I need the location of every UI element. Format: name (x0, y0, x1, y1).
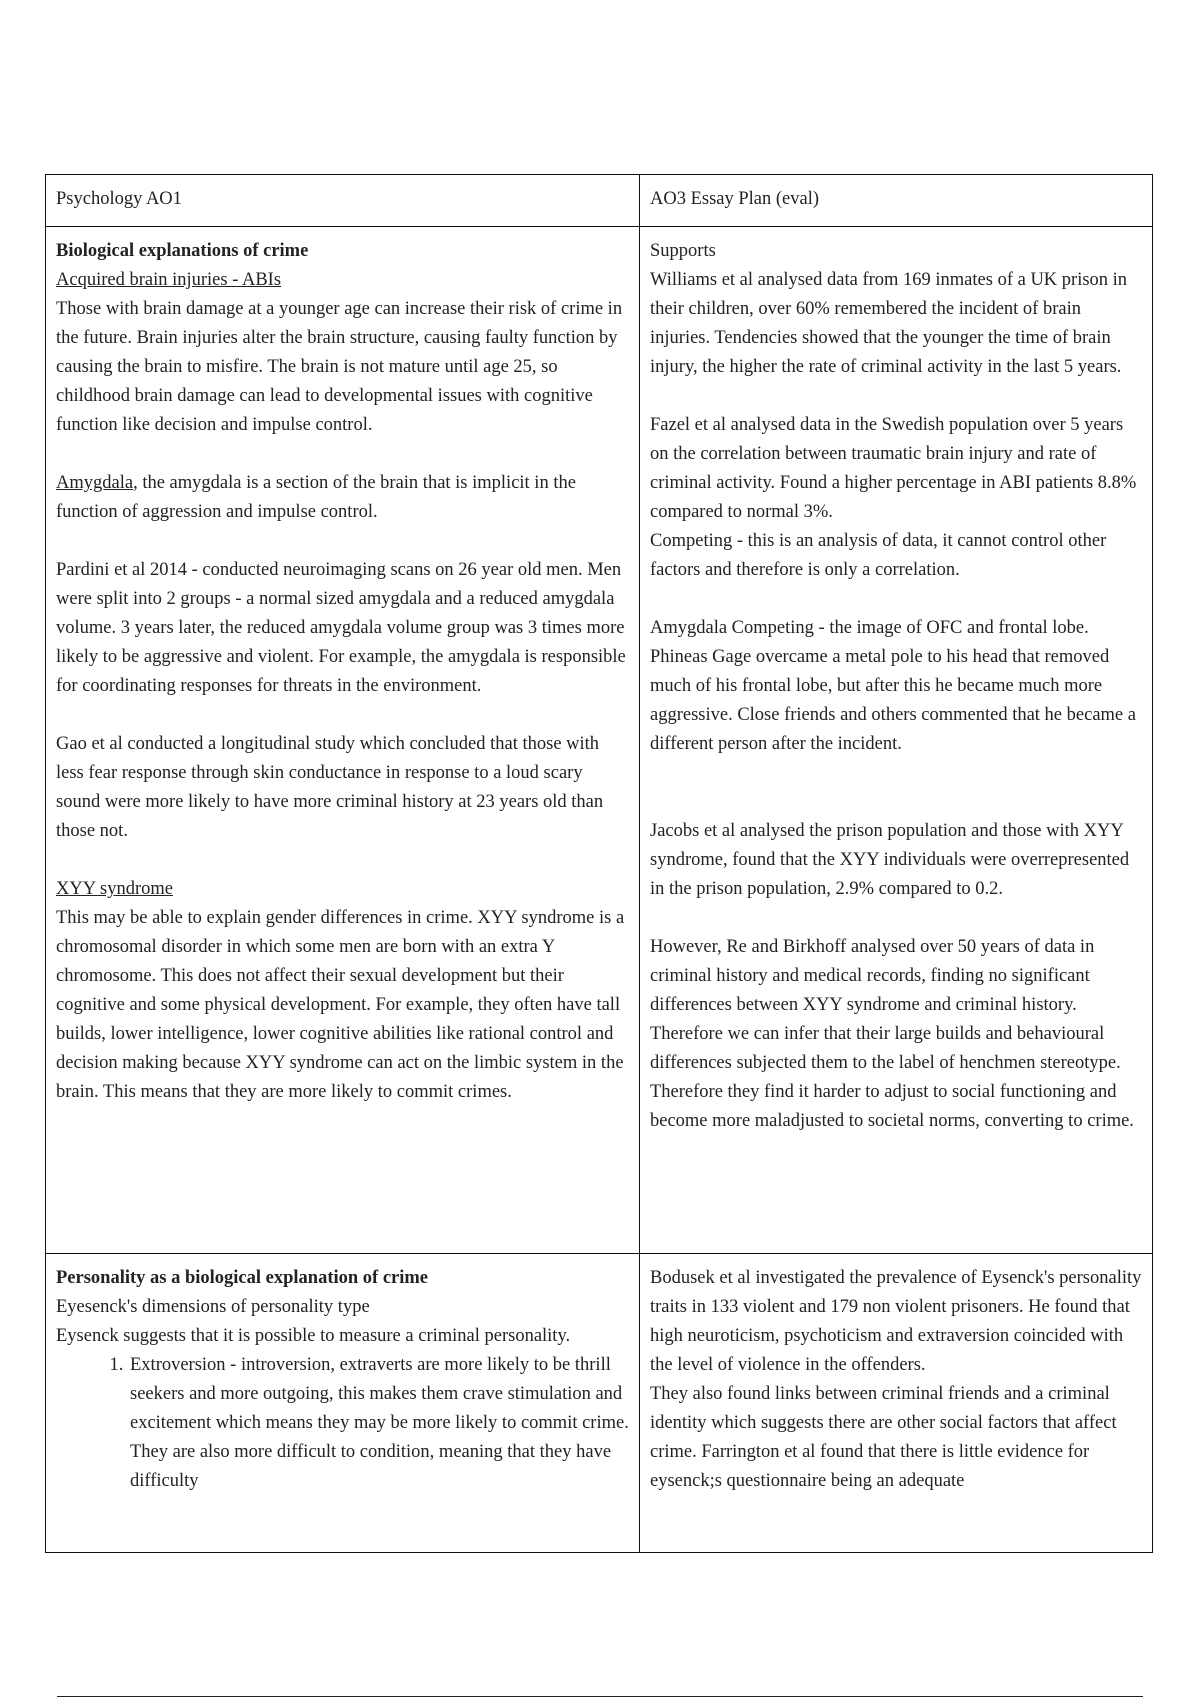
amygdala-competing-paragraph: Amygdala Competing - the image of OFC and frontal lobe. Phineas Gage overcame a metal pole to his head that removed much of his frontal lobe, but after this he became much more aggressive. Close friends and others commented that he became a different person after the incident. (650, 618, 1136, 754)
personality-ao3-cell (640, 1254, 1153, 1553)
competing-paragraph: Competing - this is an analysis of data, it cannot control other factors and therefore is only a correlation. (650, 531, 1107, 580)
extroversion-text: Extroversion - introversion, extraverts are more likely to be thrill seekers and more outgoing, this makes them crave stimulation and excitement which means they may be more likely to commit crime. They are also more difficult to condition, meaning that they have difficulty (130, 1355, 629, 1491)
header-ao3-cell (640, 175, 1153, 227)
essay-plan-table (45, 174, 1153, 1553)
biological-row (46, 227, 1153, 1254)
biological-ao1-cell (46, 227, 640, 1254)
personality-row (46, 1254, 1153, 1553)
header-ao1-cell (46, 175, 640, 227)
personality-dimensions-list (56, 1351, 629, 1496)
williams-paragraph: Williams et al analysed data from 169 inmates of a UK prison in their children, over 60% remembered the incident of brain injuries. Tendencies showed that the younger the time of brain injury, the higher the rate of criminal activity in the last 5 years. (650, 270, 1128, 377)
list-item (128, 1351, 629, 1496)
pardini-paragraph: Pardini et al 2014 - conducted neuroimaging scans on 26 year old men. Men were split into 2 groups - a normal sized amygdala and a reduced amygdala volume. 3 years later, the reduced amygdala volume group was 3 times more likely to be aggressive and violent. For example, the amygdala is responsible for coordinating responses for threats in the environment. (56, 560, 626, 696)
footer-divider (57, 1696, 1143, 1697)
supports-label: Supports (650, 241, 716, 261)
amygdala-term: Amygdala (56, 473, 134, 493)
jacobs-paragraph: Jacobs et al analysed the prison population and those with XYY syndrome, found that the XYY individuals were overrepresented in the prison population, 2.9% compared to 0.2. (650, 821, 1130, 899)
header-ao3-label: AO3 Essay Plan (eval) (650, 189, 820, 209)
biological-ao3-cell (640, 227, 1153, 1254)
fazel-paragraph: Fazel et al analysed data in the Swedish population over 5 years on the correlation between traumatic brain injury and rate of criminal activity. Found a higher percentage in ABI patients 8.8% compared to normal 3%. (650, 415, 1137, 522)
gao-paragraph: Gao et al conducted a longitudinal study which concluded that those with less fear response through skin conductance in response to a loud scary sound were more likely to have more criminal history at 23 years old than those not. (56, 734, 604, 841)
personality-ao1-cell (46, 1254, 640, 1553)
table-header-row (46, 175, 1153, 227)
re-birkhoff-paragraph: However, Re and Birkhoff analysed over 50 years of data in criminal history and medical records, finding no significant differences between XYY syndrome and criminal history. Therefore we can infer that their large builds and behavioural differences subjected them to the label of henchmen stereotype. Therefore they find it harder to adjust to social functioning and become more maladjusted to societal norms, converting to crime. (650, 937, 1134, 1131)
biological-section-title: Biological explanations of crime (56, 241, 309, 261)
xyy-heading: XYY syndrome (56, 879, 173, 899)
amygdala-text: , the amygdala is a section of the brain that is implicit in the function of aggression and impulse control. (56, 473, 576, 522)
abi-paragraph: Those with brain damage at a younger age can increase their risk of crime in the future. Brain injuries alter the brain structure, causing faulty function by causing the brain to misfire. The brain is not mature until age 25, so childhood brain damage can lead to developmental issues with cognitive function like decision and impulse control. (56, 299, 623, 435)
personality-subtitle: Eyesenck's dimensions of personality type (56, 1297, 370, 1317)
links-paragraph: They also found links between criminal friends and a criminal identity which suggests there are other social factors that affect crime. Farrington et al found that there is little evidence for eysenck;s questionnaire being an adequate (650, 1384, 1117, 1491)
header-ao1-label: Psychology AO1 (56, 189, 182, 209)
amygdala-paragraph (56, 469, 629, 527)
personality-section-title: Personality as a biological explanation of crime (56, 1268, 429, 1288)
xyy-paragraph: This may be able to explain gender differences in crime. XYY syndrome is a chromosomal disorder in which some men are born with an extra Y chromosome. This does not affect their sexual development but their cognitive and some physical development. For example, they often have tall builds, lower intelligence, lower cognitive abilities like rational control and decision making because XYY syndrome can act on the limbic system in the brain. This means that they are more likely to commit crimes. (56, 908, 625, 1102)
abi-heading: Acquired brain injuries - ABIs (56, 270, 282, 290)
personality-intro: Eysenck suggests that it is possible to measure a criminal personality. (56, 1326, 571, 1346)
bodusek-paragraph: Bodusek et al investigated the prevalence of Eysenck's personality traits in 133 violent and 179 non violent prisoners. He found that high neuroticism, psychoticism and extraversion coincided with the level of violence in the offenders. (650, 1268, 1142, 1375)
